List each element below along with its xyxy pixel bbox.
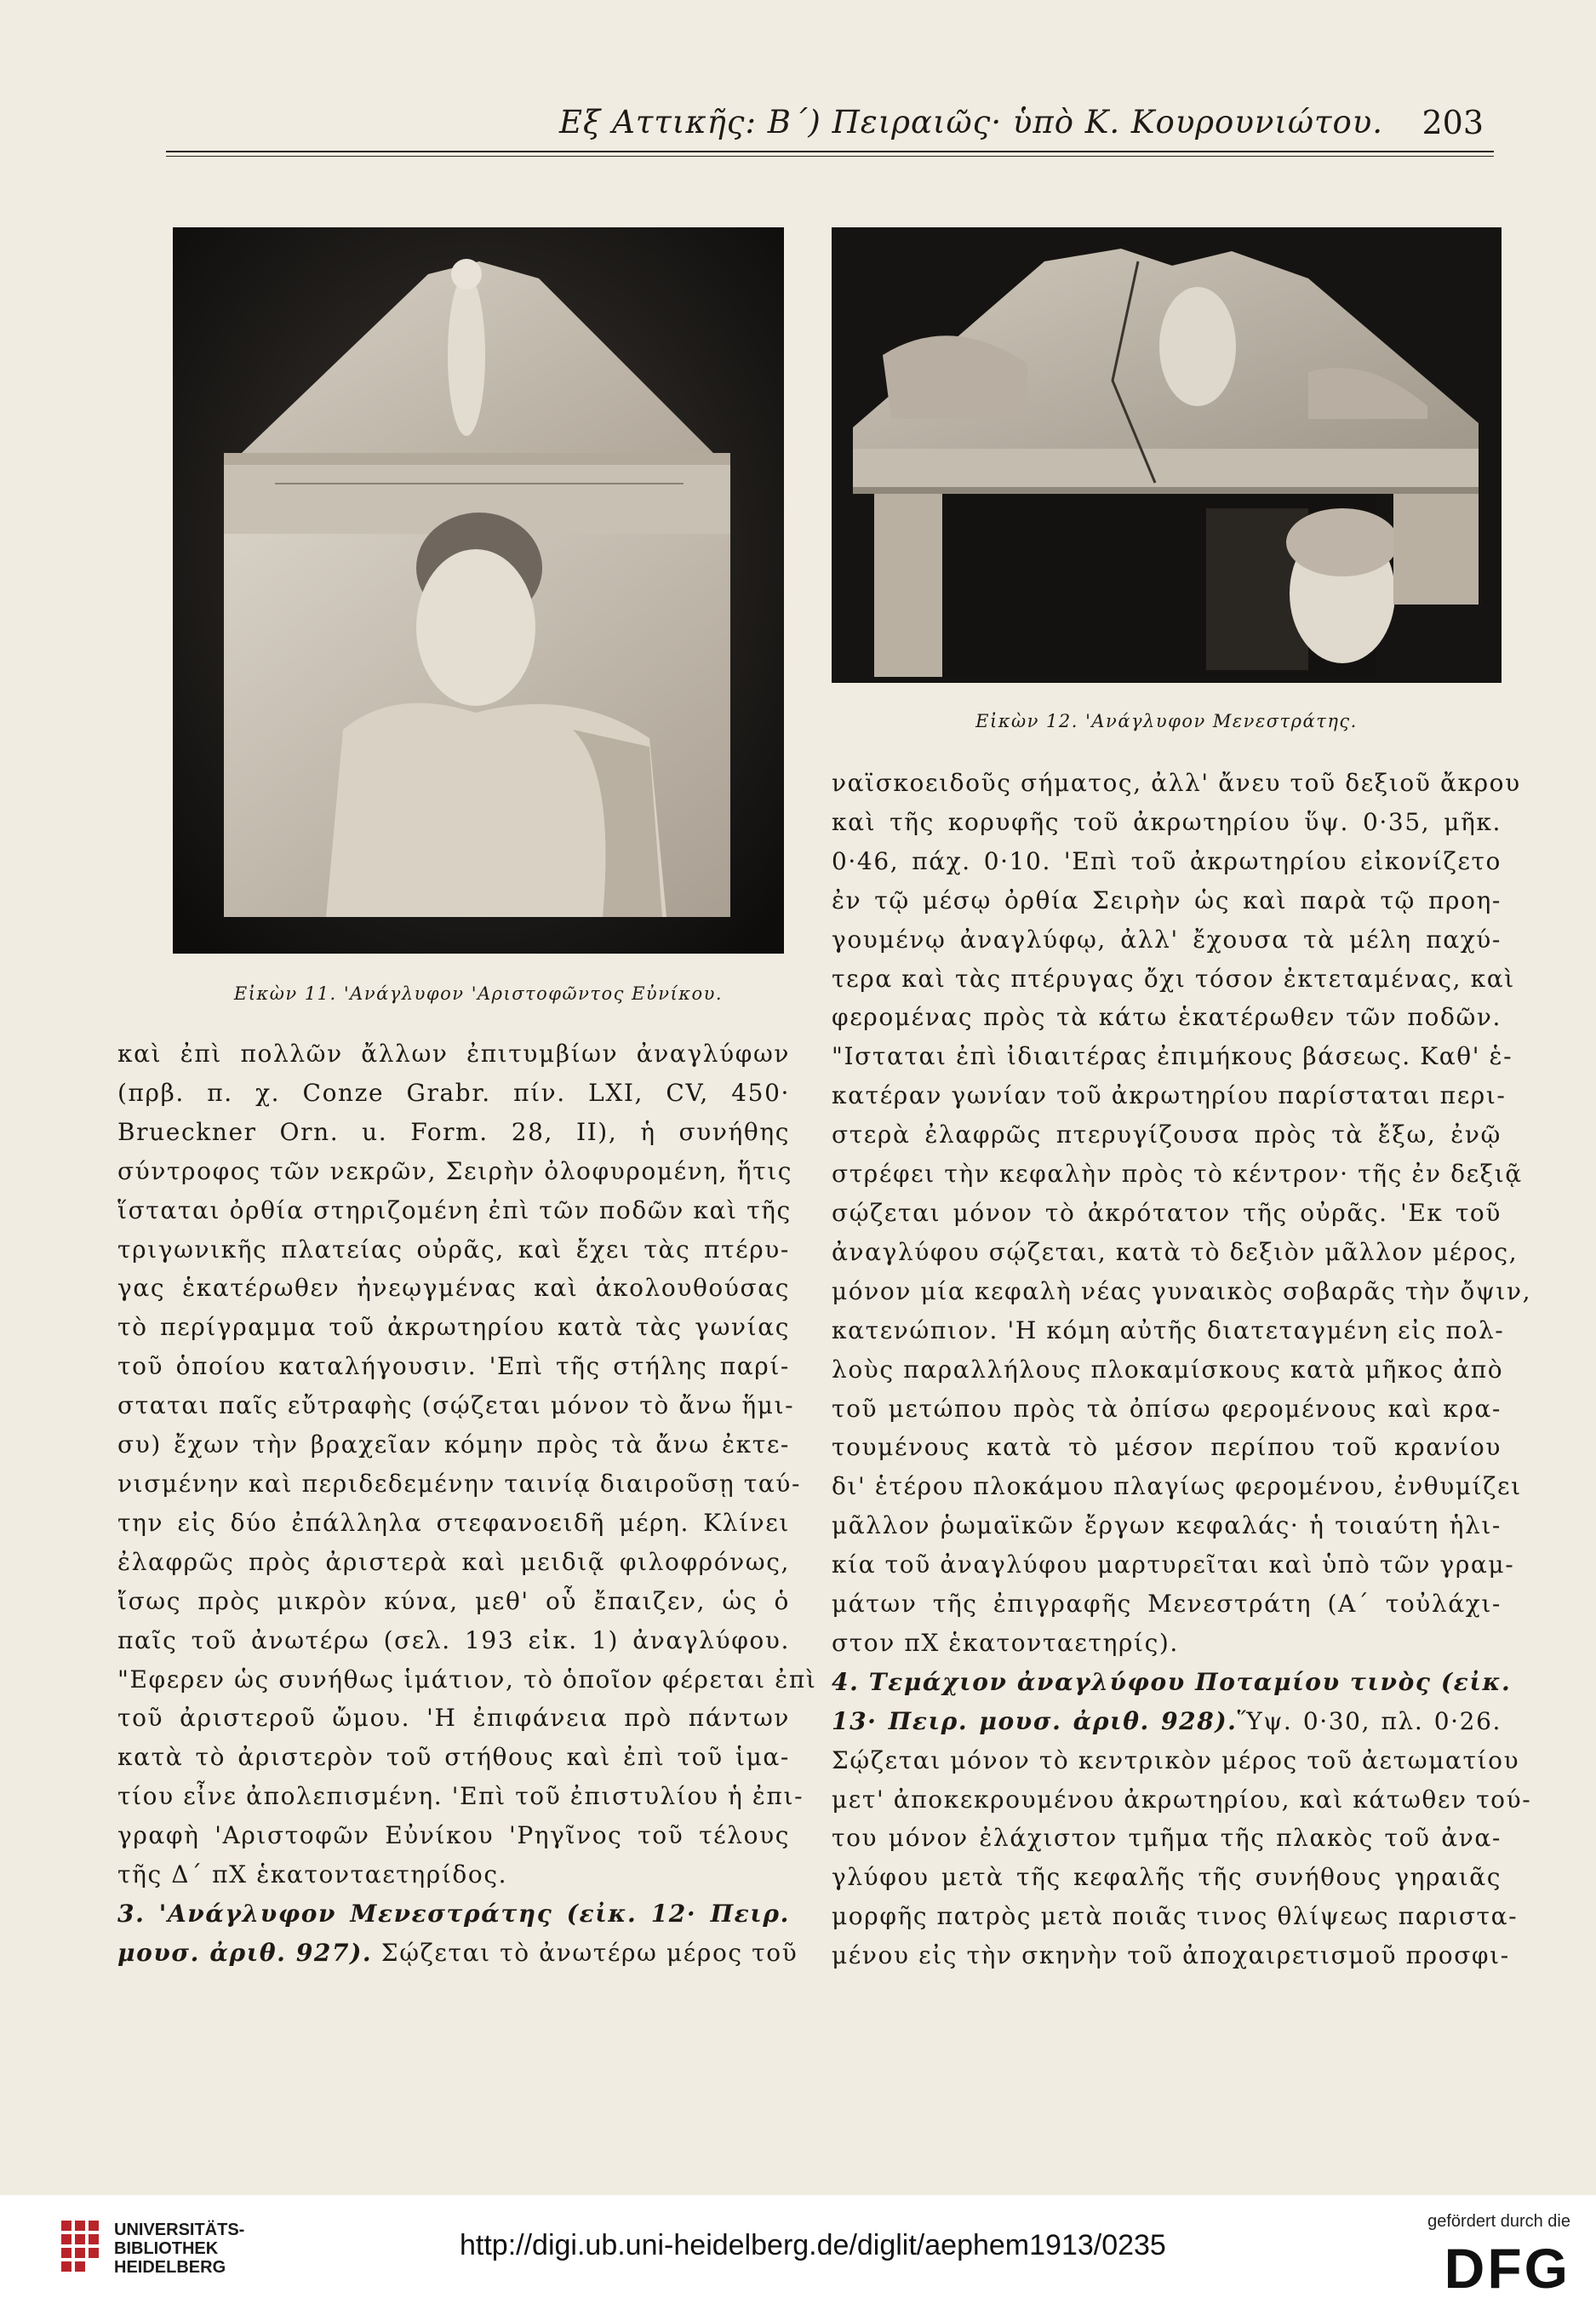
text-line: κία τοῦ ἀναγλύφου μαρτυρεῖται καὶ ὑπὸ τῶν γραμ- (832, 1550, 1515, 1579)
naiskos-relief-image (832, 227, 1502, 683)
text-line: σταται παῖς εὔτραφὴς (σῴζεται μόνον τὸ ἄνω ἥμι- (117, 1391, 795, 1420)
text-line: ἴσως πρὸς μικρὸν κύνα, μεθ' οὗ ἔπαιζεν, ὡς ὁ (117, 1586, 790, 1615)
text-line: δι' ἑτέρου πλοκάμου πλαγίως φερομένου, ἐνθυμίζει (832, 1472, 1522, 1501)
text-line: τοῦ ἀριστεροῦ ὤμου. 'Η ἐπιφάνεια πρὸ πάντων (117, 1704, 790, 1733)
library-name: UNIVERSITÄTS- BIBLIOTHEK HEIDELBERG (114, 2221, 245, 2277)
section-4-heading: 4. Τεμάχιον ἀναγλύφου Ποταμίου τινὸς (εἰκ. (832, 1667, 1512, 1696)
text-line: τουμένους κατὰ τὸ μέσον περίπου τοῦ κρανίου (832, 1433, 1502, 1462)
text-line: 0·46, πάχ. 0·10. 'Επὶ τοῦ ἀκρωτηρίου εἰκονίζετο (832, 846, 1502, 875)
text-line: ἐν τῷ μέσῳ ὀρθία Σειρὴν ὡς καὶ παρὰ τῷ προη- (832, 885, 1502, 914)
text-line: καὶ ἐπὶ πολλῶν ἄλλων ἐπιτυμβίων ἀναγλύφων (117, 1040, 790, 1068)
header-rule (166, 151, 1494, 152)
text-line: τερα καὶ τὰς πτέρυγας ὄχι τόσον ἐκτεταμένας, καὶ (832, 964, 1515, 993)
section-3-heading-cont: μουσ. ἀριθ. 927). (117, 1938, 373, 1967)
text-line: συ) ἔχων τὴν βραχεῖαν κόμην πρὸς τὰ ἄνω ἐκτε- (117, 1430, 790, 1459)
text-line: "Ισταται ἐπὶ ἰδιαιτέρας ἐπιμήκους βάσεως. Καθ' ἑ- (832, 1042, 1513, 1071)
funding-note: gefördert durch die (1427, 2212, 1570, 2231)
text-line: γλύφου μετὰ τῆς κεφαλῆς τῆς συνήθους γηραιᾶς (832, 1863, 1502, 1892)
text-line: μόνον μία κεφαλὴ νέας γυναικὸς σοβαρᾶς τὴν ὄψιν, (832, 1276, 1532, 1305)
text-line: γραφὴ 'Αριστοφῶν Εὐνίκου 'Ρηγῖνος τοῦ τέλους (117, 1821, 790, 1850)
text-line: μορφῆς πατρὸς μετὰ ποιᾶς τινος θλίψεως παριστα- (832, 1902, 1519, 1931)
text-line: κατὰ τὸ ἀριστερὸν τοῦ στήθους καὶ ἐπὶ τοῦ ἱμα- (117, 1743, 790, 1772)
section-3-heading: 3. 'Ανάγλυφον Μενεστράτης (εἰκ. 12· Πειρ. (117, 1899, 790, 1928)
text-line: (πρβ. π. χ. Conze Grabr. πίν. LXI, CV, 450· (117, 1078, 790, 1107)
text-line: τοῦ ὁποίου καταλήγουσιν. 'Επὶ τῆς στήλης παρί- (117, 1352, 790, 1381)
text-line: στρέφει τὴν κεφαλὴν πρὸς τὸ κέντρον· τῆς ἐν δεξιᾷ (832, 1160, 1523, 1189)
text-line: μάτων τῆς ἐπιγραφῆς Μενεστράτη (Α΄ τοὐλάχι- (832, 1590, 1502, 1619)
text-line: στερὰ ἐλαφρῶς πτερυγίζουσα πρὸς τὰ ἔξω, ἐνῷ (832, 1120, 1502, 1149)
text-line: στον πΧ ἑκατονταετηρίς). (832, 1628, 1179, 1657)
text-line: τριγωνικῆς πλατείας οὐρᾶς, καὶ ἔχει τὰς πτέρυ- (117, 1235, 790, 1264)
page-number: 203 (1422, 104, 1484, 141)
section-4 (832, 1663, 1532, 1975)
text-line: μένου εἰς τὴν σκηνὴν τοῦ ἀποχαιρετισμοῦ προσφι- (832, 1941, 1510, 1970)
section-4-dimensions: Ὕψ. 0·30, πλ. 0·26. (1237, 1706, 1502, 1735)
text-line: κατενώπιον. 'Η κόμη αὐτῆς διατεταγμένη εἰς πολ- (832, 1315, 1505, 1344)
text-line: μετ' ἀποκεκρουμένου ἀκρωτηρίου, καὶ κάτωθεν τού- (832, 1785, 1532, 1814)
text-line: Σῴζεται μόνον τὸ κεντρικὸν μέρος τοῦ ἀετωματίου (832, 1745, 1520, 1774)
text-line: σῴζεται μόνον τὸ ἀκρότατον τῆς οὐρᾶς. 'Εκ τοῦ (832, 1198, 1502, 1227)
stele-relief-image (173, 227, 784, 954)
text-line: γας ἑκατέρωθεν ἠνεῳγμένας καὶ ἀκολουθούσας (117, 1274, 790, 1303)
text-line: νισμένην καὶ περιδεδεμένην ταινίᾳ διαιροῦσῃ ταύ- (117, 1469, 802, 1498)
figure-12-caption: Εἰκὼν 12. 'Ανάγλυφον Μενεστράτης. (975, 711, 1358, 731)
text-line: "Εφερεν ὡς συνήθως ἱμάτιον, τὸ ὁποῖον φέρεται ἐπὶ (117, 1665, 817, 1694)
digitization-footer (0, 2195, 1596, 2304)
text-line: ναϊσκοειδοῦς σήματος, ἀλλ' ἄνευ τοῦ δεξιοῦ ἄκρου (832, 769, 1521, 797)
running-title: Εξ Αττικῆς: Β΄) Πειραιῶς· ὑπὸ Κ. Κουρουνιώτου. (559, 104, 1383, 140)
text-line: ἵσταται ὀρθία στηριζομένη ἐπὶ τῶν ποδῶν καὶ τῆς (117, 1195, 792, 1224)
left-column-text (117, 1035, 817, 1973)
text-line: παῖς τοῦ ἀνωτέρω (σελ. 193 εἰκ. 1) ἀναγλύφου. (117, 1625, 790, 1654)
figure-11-caption: Εἰκὼν 11. 'Ανάγλυφον 'Αριστοφῶντος Εὐνίκου. (233, 983, 724, 1004)
dfg-logo: DFG (1444, 2237, 1570, 2300)
text-line: μᾶλλον ῥωμαϊκῶν ἔργων κεφαλάς· ἡ τοιαύτη ἡλι- (832, 1511, 1502, 1540)
right-paragraph (832, 764, 1532, 1663)
right-column-text (832, 764, 1532, 1975)
text-line: ἐλαφρῶς πρὸς ἀριστερὰ καὶ μειδιᾷ φιλοφρόνως, (117, 1547, 790, 1576)
source-url-link[interactable]: http://digi.ub.uni-heidelberg.de/diglit/aephem1913/0235 (460, 2229, 1166, 2261)
left-paragraph (117, 1035, 817, 1894)
running-header (166, 104, 1494, 155)
header-rule-thin (166, 156, 1494, 157)
text-line: γουμένῳ ἀναγλύφῳ, ἀλλ' ἔχουσα τὰ μέλη παχύ- (832, 925, 1502, 954)
text-line: Brueckner Orn. u. Form. 28, II), ἡ συνήθης (117, 1117, 790, 1146)
section-3-text: Σῴζεται τὸ ἀνωτέρω μέρος τοῦ (380, 1938, 798, 1967)
text-line: ἀναγλύφου σῴζεται, κατὰ τὸ δεξιὸν μᾶλλον μέρος, (832, 1237, 1519, 1266)
text-line: φερομένας πρὸς τὰ κάτω ἑκατέρωθεν τῶν ποδῶν. (832, 1003, 1502, 1032)
text-line: λοὺς παραλλήλους πλοκαμίσκους κατὰ μῆκος ἀπὸ (832, 1355, 1504, 1384)
section-4-heading-cont: 13· Πειρ. μουσ. ἀριθ. 928). (832, 1706, 1238, 1735)
figure-11-photo (173, 227, 784, 954)
text-line: καὶ τῆς κορυφῆς τοῦ ἀκρωτηρίου ὕψ. 0·35, μῆκ. (832, 807, 1502, 836)
section-3 (117, 1894, 798, 1973)
text-line: τίου εἶνε ἀπολεπισμένη. 'Επὶ τοῦ ἐπιστυλίου ἡ ἐπι- (117, 1782, 804, 1811)
text-line: κατέραν γωνίαν τοῦ ἀκρωτηρίου παρίσταται περι- (832, 1081, 1507, 1110)
text-line: τῆς Δ΄ πΧ ἑκατονταετηρίδος. (117, 1860, 508, 1889)
university-library-logo-icon (61, 2221, 99, 2273)
text-line: την εἰς δύο ἐπάλληλα στεφανοειδῆ μέρη. Κλίνει (117, 1508, 790, 1537)
text-line: του μόνον ἐλάχιστον τμῆμα τῆς πλακὸς τοῦ ἀνα- (832, 1824, 1502, 1853)
text-line: τοῦ μετώπου πρὸς τὰ ὀπίσω φερομένους καὶ κρα- (832, 1394, 1502, 1423)
text-line: σύντροφος τῶν νεκρῶν, Σειρὴν ὀλοφυρομένη, ἥτις (117, 1156, 793, 1185)
figure-12-photo (832, 227, 1502, 683)
text-line: τὸ περίγραμμα τοῦ ἀκρωτηρίου κατὰ τὰς γωνίας (117, 1313, 790, 1342)
